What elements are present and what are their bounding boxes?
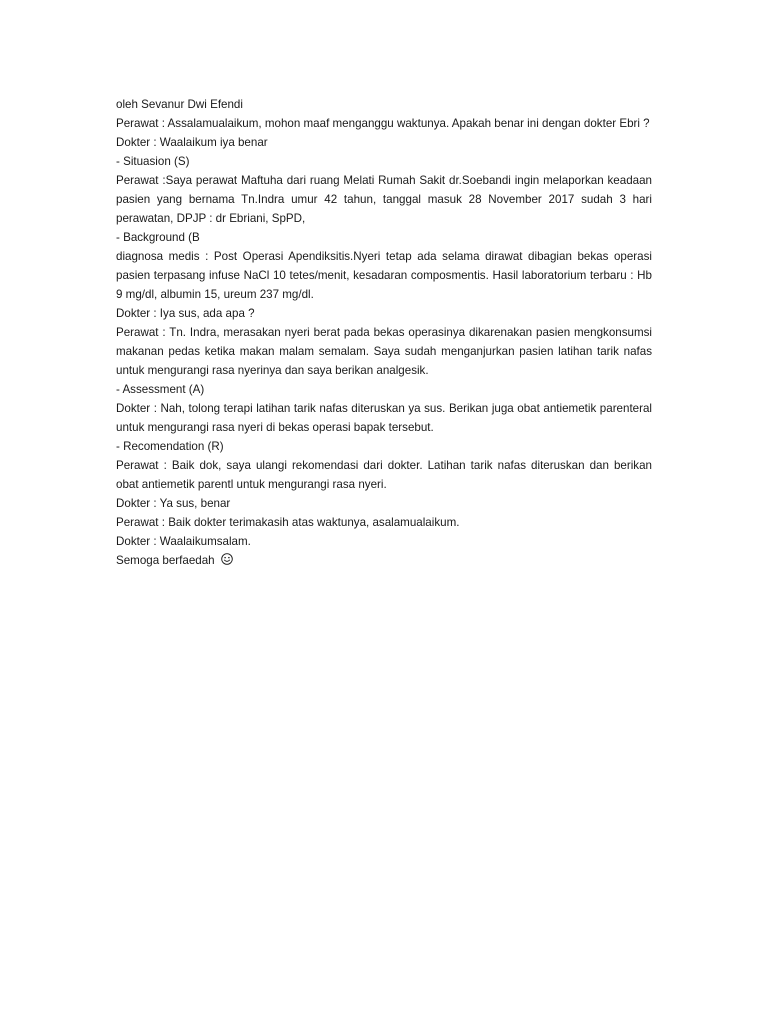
closing-line [116,551,652,570]
paragraph-nurse-report: Perawat : Tn. Indra, merasakan nyeri berat pada bekas operasinya dikarenakan pasien mengkonsumsi makanan pedas ketika makan malam semalam. Saya sudah menganjurkan pasien latihan tarik nafas untuk mengurangi rasa nyerinya dan saya berikan analgesik. [116,326,652,377]
section-heading-assessment: - Assessment (A) [116,383,205,396]
paragraph-doctor-farewell: Dokter : Waalaikumsalam. [116,535,251,548]
paragraph-situation: Perawat :Saya perawat Maftuha dari ruang Melati Rumah Sakit dr.Soebandi ingin melaporkan keadaan pasien yang bernama Tn.Indra umur 42 tahun, tanggal masuk 28 November 2017 sudah 3 hari perawatan, DPJP : dr Ebriani, SpPD, [116,174,652,225]
author-line: oleh Sevanur Dwi Efendi [116,98,243,111]
paragraph-assessment: Dokter : Nah, tolong terapi latihan tarik nafas diteruskan ya sus. Berikan juga obat antiemetik parenteral untuk mengurangi rasa nyeri di bekas operasi bapak tersebut. [116,402,652,434]
closing-text: Semoga berfaedah [116,554,215,567]
paragraph-nurse-thanks: Perawat : Baik dokter terimakasih atas waktunya, asalamualaikum. [116,516,460,529]
paragraph-background: diagnosa medis : Post Operasi Apendiksitis.Nyeri tetap ada selama dirawat dibagian bekas operasi pasien terpasang infuse NaCl 10 tetes/menit, kesadaran composmentis. Hasil laboratorium terbaru : Hb 9 mg/dl, albumin 15, ureum 237 mg/dl. [116,250,652,301]
paragraph-greeting: Perawat : Assalamualaikum, mohon maaf menganggu waktunya. Apakah benar ini dengan dokter Ebri ? [116,117,650,130]
paragraph-doctor-confirm: Dokter : Ya sus, benar [116,497,231,510]
section-heading-situation: - Situasion (S) [116,155,190,168]
smiley-face-icon [221,553,233,565]
paragraph-recommendation: Perawat : Baik dok, saya ulangi rekomendasi dari dokter. Latihan tarik nafas diteruskan dan berikan obat antiemetik parentl untuk mengurangi rasa nyeri. [116,459,652,491]
section-heading-background: - Background (B [116,231,200,244]
paragraph-doctor-reply: Dokter : Waalaikum iya benar [116,136,268,149]
paragraph-doctor-question: Dokter : Iya sus, ada apa ? [116,307,255,320]
section-heading-recommendation: - Recomendation (R) [116,440,224,453]
document-page [116,95,652,570]
